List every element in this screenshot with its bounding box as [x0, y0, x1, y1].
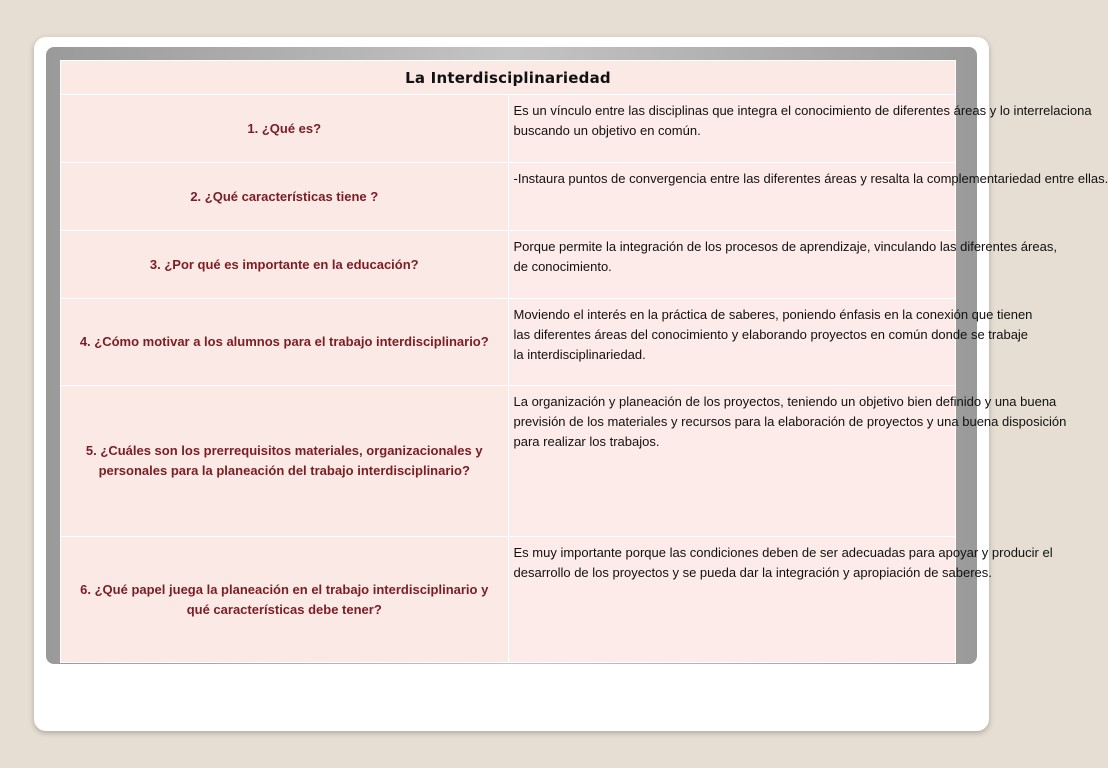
answer-line: Moviendo el interés en la práctica de saberes, poniendo énfasis en la conexión que tienen [513, 307, 1033, 322]
question-cell: 1. ¿Qué es? [61, 95, 509, 163]
question-cell: 5. ¿Cuáles son los prerrequisitos materiales, organizacionales y personales para la planeación del trabajo interdisciplinario? [61, 386, 509, 537]
table-row [61, 231, 956, 299]
table-row [61, 163, 956, 231]
answer-line: La organización y planeación de los proyectos, teniendo un objetivo bien definido y una buena [513, 394, 1057, 409]
answer-cell [508, 537, 1053, 663]
question-cell: 4. ¿Cómo motivar a los alumnos para el trabajo interdisciplinario? [61, 299, 509, 386]
answer-cell [508, 95, 1092, 163]
question-cell: 6. ¿Qué papel juega la planeación en el trabajo interdisciplinario y qué características debe tener? [61, 537, 509, 663]
table-row [61, 95, 956, 163]
answer-line: buscando un objetivo en común. [513, 123, 701, 138]
table-row [61, 386, 956, 537]
question-cell: 2. ¿Qué características tiene ? [61, 163, 509, 231]
answer-line: las diferentes áreas del conocimiento y elaborando proyectos en común donde se trabaje [513, 327, 1029, 342]
table-row [61, 537, 956, 663]
interdisciplinarity-table [60, 60, 1108, 663]
answer-line: la interdisciplinariedad. [513, 347, 646, 362]
answer-cell [508, 386, 1067, 537]
answer-line: para realizar los trabajos. [513, 434, 660, 449]
answer-line: Es un vínculo entre las disciplinas que integra el conocimiento de diferentes áreas y lo interrelaciona [513, 103, 1092, 118]
table-container [60, 60, 1108, 663]
answer-cell [508, 163, 1108, 231]
answer-line: -Instaura puntos de convergencia entre las diferentes áreas y resalta la complementariedad entre ellas. [513, 171, 1108, 186]
question-cell: 3. ¿Por qué es importante en la educación? [61, 231, 509, 299]
answer-cell [508, 299, 1033, 386]
answer-cell [508, 231, 1057, 299]
table-title: La Interdisciplinariedad [61, 61, 956, 95]
table-row [61, 299, 956, 386]
answer-line: desarrollo de los proyectos y se pueda dar la integración y apropiación de saberes. [513, 565, 992, 580]
answer-line: Porque permite la integración de los procesos de aprendizaje, vinculando las diferentes áreas, [513, 239, 1057, 254]
answer-line: previsión de los materiales y recursos para la elaboración de proyectos y una buena disposición [513, 414, 1067, 429]
answer-line: Es muy importante porque las condiciones deben de ser adecuadas para apoyar y producir el [513, 545, 1053, 560]
answer-line: de conocimiento. [513, 259, 612, 274]
